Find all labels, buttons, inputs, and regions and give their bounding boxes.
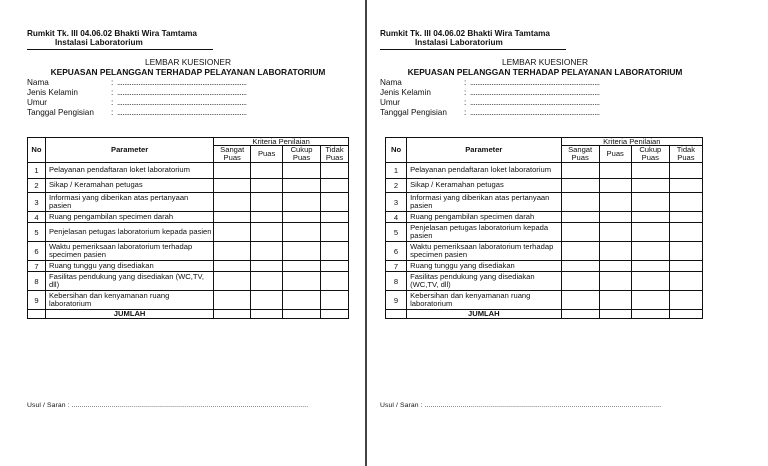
form-subtitle: KEPUASAN PELANGGAN TERHADAP PELAYANAN LABORATORIUM (50, 67, 326, 77)
row-number: 7 (386, 261, 407, 272)
rating-cell[interactable] (214, 261, 251, 272)
saran-dots: ....................................................................................................................... (71, 402, 309, 409)
total-cell[interactable] (321, 310, 349, 319)
row-parameter: Sikap / Keramahan petugas (45, 179, 213, 193)
rating-cell[interactable] (561, 291, 599, 310)
row-number: 9 (28, 291, 46, 310)
table-row (386, 223, 703, 242)
field-row (27, 108, 247, 118)
rating-cell[interactable] (214, 223, 251, 242)
row-parameter: Pelayanan pendaftaran loket laboratorium (45, 163, 213, 179)
total-cell[interactable] (283, 310, 321, 319)
total-cell[interactable] (251, 310, 283, 319)
header-underline (380, 49, 566, 50)
row-parameter: Fasilitas pendukung yang disediakan (WC,TV, dll) (407, 272, 561, 291)
total-cell[interactable] (631, 310, 669, 319)
rating-cell[interactable] (631, 163, 669, 179)
rating-cell[interactable] (283, 179, 321, 193)
rating-cell[interactable] (561, 212, 599, 223)
field-input-line[interactable]: ......................................................................... (470, 88, 600, 97)
field-row (380, 78, 600, 88)
row-number: 5 (386, 223, 407, 242)
field-input-line[interactable]: ......................................................................... (117, 98, 247, 107)
row-number: 1 (28, 163, 46, 179)
field-input-line[interactable]: ......................................................................... (470, 98, 600, 107)
field-row (27, 88, 247, 98)
table-row (386, 163, 703, 179)
column-header-no: No (386, 138, 407, 163)
field-separator: : (464, 78, 467, 87)
row-number: 4 (28, 212, 46, 223)
rating-cell[interactable] (214, 193, 251, 212)
row-number: 7 (28, 261, 46, 272)
field-label: Umur (27, 98, 48, 107)
rating-cell[interactable] (669, 179, 702, 193)
row-number: 8 (28, 272, 46, 291)
rating-cell[interactable] (251, 163, 283, 179)
row-number: 9 (386, 291, 407, 310)
rating-cell[interactable] (283, 242, 321, 261)
rating-cell[interactable] (631, 261, 669, 272)
rating-cell[interactable] (321, 272, 349, 291)
row-number: 6 (386, 242, 407, 261)
row-number: 4 (386, 212, 407, 223)
table-row (386, 261, 703, 272)
rating-cell[interactable] (283, 272, 321, 291)
total-no-cell (386, 310, 407, 319)
table-row (28, 223, 349, 242)
row-parameter: Ruang pengambilan specimen darah (407, 212, 561, 223)
row-number: 3 (28, 193, 46, 212)
column-header-parameter: Parameter (45, 138, 213, 163)
field-input-line[interactable]: ......................................................................... (117, 78, 247, 87)
field-row (27, 78, 247, 88)
field-separator: : (464, 98, 467, 107)
total-cell[interactable] (214, 310, 251, 319)
rating-cell[interactable] (251, 272, 283, 291)
column-header-criteria: Cukup Puas (283, 146, 321, 163)
rating-cell[interactable] (283, 163, 321, 179)
table-row (28, 242, 349, 261)
row-parameter: Penjelasan petugas laboratorium kepada pasien (45, 223, 213, 242)
header-underline (27, 49, 213, 50)
saran-line (27, 402, 308, 409)
saran-label: Usul / Saran : (27, 402, 70, 409)
table-row (28, 272, 349, 291)
row-number: 5 (28, 223, 46, 242)
row-parameter: Fasilitas pendukung yang disediakan (WC,TV, dll) (45, 272, 213, 291)
table-row (28, 193, 349, 212)
field-label: Umur (380, 98, 401, 107)
column-header-criteria: Tidak Puas (321, 146, 349, 163)
rating-cell[interactable] (214, 179, 251, 193)
row-parameter: Penjelasan petugas laboratorium kepada pasien (407, 223, 561, 242)
field-input-line[interactable]: ......................................................................... (117, 108, 247, 117)
field-separator: : (464, 88, 467, 97)
rating-cell[interactable] (599, 212, 631, 223)
rating-cell[interactable] (283, 193, 321, 212)
identity-fields (27, 78, 247, 118)
rating-cell[interactable] (669, 163, 702, 179)
table-total-row (386, 310, 703, 319)
field-separator: : (111, 98, 114, 107)
rating-cell[interactable] (251, 261, 283, 272)
rating-cell[interactable] (669, 291, 702, 310)
row-parameter: Informasi yang diberikan atas pertanyaan pasien (407, 193, 561, 212)
form-title: LEMBAR KUESIONER (501, 57, 589, 67)
rating-cell[interactable] (251, 212, 283, 223)
saran-line (380, 402, 661, 409)
rating-cell[interactable] (283, 223, 321, 242)
table-row (386, 179, 703, 193)
field-row (27, 98, 247, 108)
column-header-criteria: Sangat Puas (214, 146, 251, 163)
institution-name: Rumkit Tk. III 04.06.02 Bhakti Wira Tamtama (380, 29, 550, 38)
rating-cell[interactable] (251, 242, 283, 261)
rating-cell[interactable] (631, 179, 669, 193)
field-label: Jenis Kelamin (27, 88, 78, 97)
column-header-criteria: Sangat Puas (561, 146, 599, 163)
questionnaire-table (385, 137, 703, 319)
field-label: Nama (27, 78, 49, 87)
rating-cell[interactable] (321, 261, 349, 272)
column-group-kriteria: Kriteria Penilaian (214, 138, 349, 146)
field-separator: : (111, 78, 114, 87)
table-row (28, 212, 349, 223)
rating-cell[interactable] (561, 179, 599, 193)
rating-cell[interactable] (669, 261, 702, 272)
saran-label: Usul / Saran : (380, 402, 423, 409)
form-subtitle: KEPUASAN PELANGGAN TERHADAP PELAYANAN LABORATORIUM (407, 67, 683, 77)
rating-cell[interactable] (214, 163, 251, 179)
rating-cell[interactable] (283, 291, 321, 310)
rating-cell[interactable] (321, 223, 349, 242)
row-parameter: Informasi yang diberikan atas pertanyaan pasien (45, 193, 213, 212)
row-parameter: Waktu pemeriksaan laboratorium terhadap specimen pasien (45, 242, 213, 261)
rating-cell[interactable] (631, 272, 669, 291)
row-parameter: Ruang tunggu yang disediakan (407, 261, 561, 272)
field-input-line[interactable]: ......................................................................... (117, 88, 247, 97)
rating-cell[interactable] (321, 179, 349, 193)
row-number: 3 (386, 193, 407, 212)
questionnaire-table (27, 137, 349, 319)
table-row (386, 242, 703, 261)
field-separator: : (464, 108, 467, 117)
questionnaire-right (367, 0, 768, 466)
saran-dots: ....................................................................................................................... (424, 402, 662, 409)
rating-cell[interactable] (631, 242, 669, 261)
rating-cell[interactable] (251, 223, 283, 242)
row-number: 6 (28, 242, 46, 261)
rating-cell[interactable] (669, 212, 702, 223)
column-header-criteria: Cukup Puas (631, 146, 669, 163)
rating-cell[interactable] (561, 242, 599, 261)
row-parameter: Ruang pengambilan specimen darah (45, 212, 213, 223)
total-no-cell (28, 310, 46, 319)
rating-cell[interactable] (599, 223, 631, 242)
column-header-no: No (28, 138, 46, 163)
rating-cell[interactable] (599, 179, 631, 193)
table-total-row (28, 310, 349, 319)
rating-cell[interactable] (631, 291, 669, 310)
total-cell[interactable] (599, 310, 631, 319)
rating-cell[interactable] (214, 212, 251, 223)
rating-cell[interactable] (283, 212, 321, 223)
rating-cell[interactable] (669, 242, 702, 261)
row-number: 1 (386, 163, 407, 179)
column-group-kriteria: Kriteria Penilaian (561, 138, 702, 146)
rating-cell[interactable] (561, 272, 599, 291)
table-row (386, 272, 703, 291)
row-parameter: Kebersihan dan kenyamanan ruang laboratorium (407, 291, 561, 310)
unit-name: Instalasi Laboratorium (415, 38, 503, 47)
field-label: Jenis Kelamin (380, 88, 431, 97)
rating-cell[interactable] (669, 193, 702, 212)
column-header-criteria: Puas (599, 146, 631, 163)
column-header-criteria: Puas (251, 146, 283, 163)
field-label: Tanggal Pengisian (380, 108, 447, 117)
rating-cell[interactable] (561, 193, 599, 212)
table-row (28, 291, 349, 310)
field-label: Nama (380, 78, 402, 87)
total-cell[interactable] (561, 310, 599, 319)
rating-cell[interactable] (599, 242, 631, 261)
identity-fields (380, 78, 600, 118)
rating-cell[interactable] (251, 193, 283, 212)
rating-cell[interactable] (669, 272, 702, 291)
field-row (380, 108, 600, 118)
rating-cell[interactable] (599, 261, 631, 272)
total-cell[interactable] (669, 310, 702, 319)
column-header-parameter: Parameter (407, 138, 561, 163)
rating-cell[interactable] (321, 193, 349, 212)
row-parameter: Ruang tunggu yang disediakan (45, 261, 213, 272)
institution-name: Rumkit Tk. III 04.06.02 Bhakti Wira Tamtama (27, 29, 197, 38)
table-row (386, 212, 703, 223)
form-title: LEMBAR KUESIONER (144, 57, 232, 67)
field-input-line[interactable]: ......................................................................... (470, 78, 600, 87)
row-number: 8 (386, 272, 407, 291)
rating-cell[interactable] (561, 261, 599, 272)
rating-cell[interactable] (321, 242, 349, 261)
questionnaire-left (0, 0, 364, 466)
rating-cell[interactable] (251, 179, 283, 193)
rating-cell[interactable] (321, 291, 349, 310)
table-row (28, 179, 349, 193)
rating-cell[interactable] (561, 223, 599, 242)
row-parameter: Sikap / Keramahan petugas (407, 179, 561, 193)
field-label: Tanggal Pengisian (27, 108, 94, 117)
rating-cell[interactable] (561, 163, 599, 179)
rating-cell[interactable] (214, 291, 251, 310)
rating-cell[interactable] (599, 272, 631, 291)
rating-cell[interactable] (599, 163, 631, 179)
field-row (380, 98, 600, 108)
table-row (28, 261, 349, 272)
row-number: 2 (386, 179, 407, 193)
rating-cell[interactable] (321, 163, 349, 179)
rating-cell[interactable] (631, 212, 669, 223)
rating-cell[interactable] (283, 261, 321, 272)
field-separator: : (111, 108, 114, 117)
table-row (386, 193, 703, 212)
column-header-criteria: Tidak Puas (669, 146, 702, 163)
row-parameter: Waktu pemeriksaan laboratorium terhadap specimen pasien (407, 242, 561, 261)
rating-cell[interactable] (669, 223, 702, 242)
total-label: JUMLAH (45, 310, 213, 319)
rating-cell[interactable] (599, 291, 631, 310)
rating-cell[interactable] (321, 212, 349, 223)
table-row (28, 163, 349, 179)
table-row (386, 291, 703, 310)
row-parameter: Kebersihan dan kenyamanan ruang laboratorium (45, 291, 213, 310)
rating-cell[interactable] (251, 291, 283, 310)
row-number: 2 (28, 179, 46, 193)
rating-cell[interactable] (214, 272, 251, 291)
unit-name: Instalasi Laboratorium (55, 38, 143, 47)
field-input-line[interactable]: ......................................................................... (470, 108, 600, 117)
rating-cell[interactable] (599, 193, 631, 212)
field-row (380, 88, 600, 98)
rating-cell[interactable] (631, 193, 669, 212)
field-separator: : (111, 88, 114, 97)
total-label: JUMLAH (407, 310, 561, 319)
rating-cell[interactable] (214, 242, 251, 261)
rating-cell[interactable] (631, 223, 669, 242)
row-parameter: Pelayanan pendaftaran loket laboratorium (407, 163, 561, 179)
